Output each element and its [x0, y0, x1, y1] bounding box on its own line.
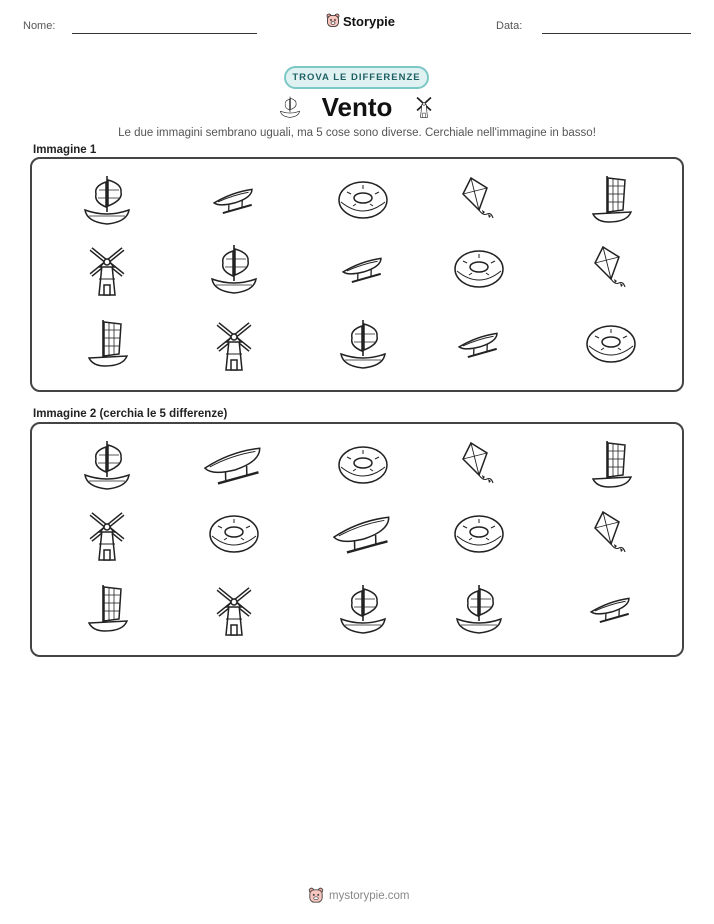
swim-ring-icon[interactable] [204, 506, 264, 562]
kite-icon[interactable] [581, 506, 641, 562]
ship-icon[interactable] [77, 437, 137, 493]
ship-icon [77, 172, 137, 228]
kite-icon [581, 241, 641, 297]
kite-icon [449, 172, 509, 228]
ship-icon [333, 316, 393, 372]
windmill-icon[interactable] [204, 581, 264, 637]
sail-boat-icon[interactable] [581, 437, 641, 493]
windmill-icon [204, 316, 264, 372]
catamaran-large-icon[interactable] [204, 437, 264, 493]
swim-ring-icon [333, 172, 393, 228]
section-2-title: Immagine 2 (cerchia le 5 differenze) [33, 408, 228, 420]
swim-ring-icon[interactable] [449, 506, 509, 562]
catamaran-icon [449, 316, 509, 372]
sail-boat-icon[interactable] [77, 581, 137, 637]
footer-url: mystorypie.com [329, 890, 410, 902]
catamaran-large-icon[interactable] [333, 506, 393, 562]
catamaran-icon [204, 172, 264, 228]
swim-ring-icon [581, 316, 641, 372]
activity-badge: TROVA LE DIFFERENZE [284, 66, 429, 89]
name-line [72, 33, 257, 34]
ship-icon[interactable] [449, 581, 509, 637]
brand-name: Storypie [343, 13, 396, 29]
catamaran-icon [333, 241, 393, 297]
image-1-panel [30, 157, 684, 392]
sail-boat-icon [77, 316, 137, 372]
windmill-icon [77, 241, 137, 297]
page-title: Vento [321, 92, 393, 122]
date-line [542, 33, 691, 34]
instructions: Le due immagini sembrano uguali, ma 5 cose sono diverse. Cerchiale nell'immagine in basso! [118, 127, 596, 139]
date-label: Data: [496, 20, 523, 32]
name-label: Nome: [23, 20, 56, 32]
swim-ring-icon [449, 241, 509, 297]
image-2-panel[interactable] [30, 422, 684, 657]
bear-icon [326, 13, 340, 29]
catamaran-icon[interactable] [581, 581, 641, 637]
ship-icon[interactable] [333, 581, 393, 637]
bear-icon [308, 887, 324, 905]
ship-icon [204, 241, 264, 297]
section-1-title: Immagine 1 [33, 144, 97, 156]
sail-boat-icon [581, 172, 641, 228]
swim-ring-icon[interactable] [333, 437, 393, 493]
windmill-icon [411, 92, 437, 122]
windmill-icon[interactable] [77, 506, 137, 562]
footer [308, 887, 410, 905]
brand-logo [326, 13, 395, 29]
kite-icon[interactable] [449, 437, 509, 493]
